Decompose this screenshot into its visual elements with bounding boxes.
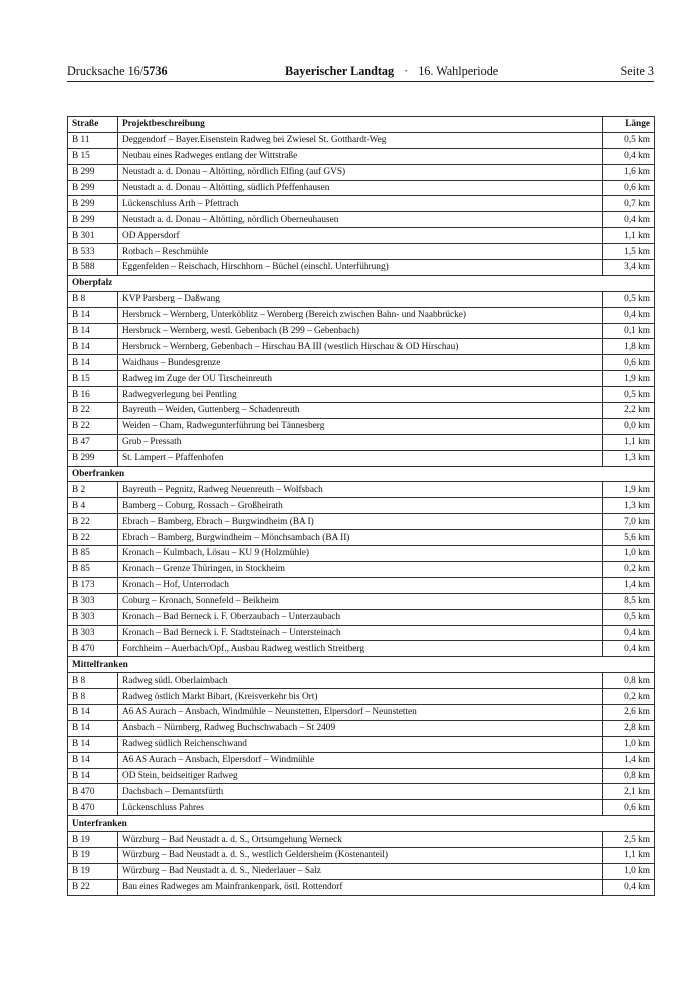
document-number: Drucksache 16/5736 xyxy=(67,64,168,78)
cell-description: Kronach – Grenze Thüringen, in Stockheim xyxy=(118,561,603,577)
table-row xyxy=(68,561,655,577)
cell-length: 0,6 km xyxy=(603,800,655,816)
cell-length: 2,1 km xyxy=(603,784,655,800)
cell-length: 0,8 km xyxy=(603,768,655,784)
table-row xyxy=(68,212,655,228)
cell-description: Bayreuth – Pegnitz, Radweg Neuenreuth – Wolfsbach xyxy=(118,482,603,498)
cell-street: B 173 xyxy=(68,577,118,593)
table-row xyxy=(68,148,655,164)
table-row xyxy=(68,879,655,895)
cell-street: B 299 xyxy=(68,164,118,180)
cell-length: 1,1 km xyxy=(603,434,655,450)
cell-length: 1,9 km xyxy=(603,482,655,498)
cell-description: Eggenfelden – Reischach, Hirschhorn – Büchel (einschl. Unterführung) xyxy=(118,260,603,276)
table-row xyxy=(68,641,655,657)
table-row xyxy=(68,387,655,403)
cell-length: 0,7 km xyxy=(603,196,655,212)
table-row xyxy=(68,720,655,736)
table-row xyxy=(68,847,655,863)
table-row xyxy=(68,355,655,371)
cell-street: B 303 xyxy=(68,609,118,625)
cell-description: Lückenschluss Pahres xyxy=(118,800,603,816)
cell-street: B 22 xyxy=(68,514,118,530)
cell-description: Ansbach – Nürnberg, Radweg Buchschwabach – St 2409 xyxy=(118,720,603,736)
cell-description: Radweg östlich Markt Bibart, (Kreisverkehr bis Ort) xyxy=(118,689,603,705)
cell-length: 0,4 km xyxy=(603,879,655,895)
cell-description: Dachsbach – Demantsfürth xyxy=(118,784,603,800)
table-row xyxy=(68,244,655,260)
page-number: Seite 3 xyxy=(620,64,654,78)
cell-street: B 85 xyxy=(68,546,118,562)
cell-description: Grub – Pressath xyxy=(118,434,603,450)
cell-street: B 85 xyxy=(68,561,118,577)
cell-street: B 22 xyxy=(68,418,118,434)
cell-length: 0,2 km xyxy=(603,561,655,577)
cell-length: 1,3 km xyxy=(603,450,655,466)
cell-length: 1,0 km xyxy=(603,736,655,752)
cell-street: B 588 xyxy=(68,260,118,276)
cell-description: Ebrach – Bamberg, Burgwindheim – Mönchsambach (BA II) xyxy=(118,530,603,546)
table-row xyxy=(68,307,655,323)
cell-description: Hersbruck – Wernberg, Gebenbach – Hirschau BA III (westlich Hirschau & OD Hirschau) xyxy=(118,339,603,355)
cell-description: Kronach – Bad Berneck i. F. Stadtsteinach – Untersteinach xyxy=(118,625,603,641)
cell-length: 0,5 km xyxy=(603,132,655,148)
cell-street: B 299 xyxy=(68,180,118,196)
cell-description: Radwegverlegung bei Pentling xyxy=(118,387,603,403)
table-row xyxy=(68,673,655,689)
cell-description: Neustadt a. d. Donau – Altötting, südlich Pfeffenhausen xyxy=(118,180,603,196)
cell-description: Rotbach – Reschmühle xyxy=(118,244,603,260)
table-body xyxy=(68,132,655,895)
cell-description: A6 AS Aurach – Ansbach, Windmühle – Neunstetten, Elpersdorf – Neunstetten xyxy=(118,704,603,720)
cell-length: 1,0 km xyxy=(603,863,655,879)
table-row xyxy=(68,403,655,419)
cell-street: B 470 xyxy=(68,641,118,657)
cell-street: B 14 xyxy=(68,736,118,752)
table-row xyxy=(68,418,655,434)
cell-length: 5,6 km xyxy=(603,530,655,546)
cell-description: Forchheim – Auerbach/Opf., Ausbau Radweg westlich Streitberg xyxy=(118,641,603,657)
cell-length: 1,1 km xyxy=(603,228,655,244)
cell-length: 0,5 km xyxy=(603,387,655,403)
table-header-row xyxy=(68,117,655,133)
cell-description: OD Stein, beidseitiger Radweg xyxy=(118,768,603,784)
cell-street: B 47 xyxy=(68,434,118,450)
table-row xyxy=(68,291,655,307)
cell-description: Hersbruck – Wernberg, westl. Gebenbach (B 299 – Gebenbach) xyxy=(118,323,603,339)
region-header-row xyxy=(68,466,655,482)
table-row xyxy=(68,832,655,848)
table-row xyxy=(68,593,655,609)
region-label: Oberpfalz xyxy=(68,275,655,291)
cell-street: B 22 xyxy=(68,403,118,419)
table-row xyxy=(68,863,655,879)
cell-street: B 16 xyxy=(68,387,118,403)
cell-description: A6 AS Aurach – Ansbach, Elpersdorf – Windmühle xyxy=(118,752,603,768)
cell-street: B 14 xyxy=(68,768,118,784)
cell-length: 0,0 km xyxy=(603,418,655,434)
cell-length: 1,6 km xyxy=(603,164,655,180)
cell-length: 0,6 km xyxy=(603,355,655,371)
table-row xyxy=(68,228,655,244)
cell-description: Deggendorf – Bayer.Eisenstein Radweg bei Zwiesel St. Gotthardt-Weg xyxy=(118,132,603,148)
cell-description: Neubau eines Radweges entlang der Wittstraße xyxy=(118,148,603,164)
cell-street: B 22 xyxy=(68,530,118,546)
table-row xyxy=(68,546,655,562)
cell-description: Radweg im Zuge der OU Tirscheinreuth xyxy=(118,371,603,387)
region-header-row xyxy=(68,816,655,832)
cell-description: Würzburg – Bad Neustadt a. d. S., westlich Geldersheim (Kostenanteil) xyxy=(118,847,603,863)
cell-length: 2,2 km xyxy=(603,403,655,419)
cell-street: B 19 xyxy=(68,847,118,863)
cell-length: 0,8 km xyxy=(603,673,655,689)
cell-description: Weiden – Cham, Radwegunterführung bei Tännesberg xyxy=(118,418,603,434)
table-row xyxy=(68,514,655,530)
table-row xyxy=(68,323,655,339)
cell-description: Neustadt a. d. Donau – Altötting, nördlich Elfing (auf GVS) xyxy=(118,164,603,180)
table-row xyxy=(68,450,655,466)
cell-street: B 14 xyxy=(68,323,118,339)
cell-street: B 19 xyxy=(68,863,118,879)
cell-description: Radweg südlich Reichenschwand xyxy=(118,736,603,752)
cell-street: B 14 xyxy=(68,307,118,323)
table-row xyxy=(68,768,655,784)
cell-length: 0,5 km xyxy=(603,291,655,307)
table-row xyxy=(68,577,655,593)
cell-length: 0,4 km xyxy=(603,148,655,164)
cell-description: Hersbruck – Wernberg, Unterköblitz – Wernberg (Bereich zwischen Bahn- und Naabbrücke) xyxy=(118,307,603,323)
page-header xyxy=(67,63,654,82)
cell-street: B 14 xyxy=(68,355,118,371)
table-row xyxy=(68,625,655,641)
cell-description: Lückenschluss Arth – Pfettrach xyxy=(118,196,603,212)
cell-street: B 22 xyxy=(68,879,118,895)
column-header-description: Projektbeschreibung xyxy=(118,117,603,133)
cell-street: B 19 xyxy=(68,832,118,848)
cell-length: 3,4 km xyxy=(603,260,655,276)
cell-street: B 15 xyxy=(68,148,118,164)
cell-length: 1,8 km xyxy=(603,339,655,355)
table-row xyxy=(68,371,655,387)
cell-street: B 301 xyxy=(68,228,118,244)
cell-description: OD Appersdorf xyxy=(118,228,603,244)
cell-description: KVP Parsberg – Daßwang xyxy=(118,291,603,307)
cell-length: 1,0 km xyxy=(603,546,655,562)
table-row xyxy=(68,498,655,514)
cell-description: Würzburg – Bad Neustadt a. d. S., Ortsumgehung Werneck xyxy=(118,832,603,848)
cell-description: Radweg südl. Oberlaimbach xyxy=(118,673,603,689)
cell-street: B 2 xyxy=(68,482,118,498)
cell-length: 2,6 km xyxy=(603,704,655,720)
table-row xyxy=(68,132,655,148)
region-header-row xyxy=(68,275,655,291)
table-row xyxy=(68,704,655,720)
region-label: Mittelfranken xyxy=(68,657,655,673)
table-row xyxy=(68,784,655,800)
cell-street: B 8 xyxy=(68,673,118,689)
cell-description: Coburg – Kronach, Sonnefeld – Beikheim xyxy=(118,593,603,609)
column-header-street: Straße xyxy=(68,117,118,133)
table-row xyxy=(68,736,655,752)
cell-length: 2,8 km xyxy=(603,720,655,736)
cell-street: B 15 xyxy=(68,371,118,387)
cell-street: B 299 xyxy=(68,450,118,466)
cell-description: Bayreuth – Weiden, Guttenberg – Schadenreuth xyxy=(118,403,603,419)
table-row xyxy=(68,530,655,546)
cell-street: B 14 xyxy=(68,704,118,720)
cell-length: 0,1 km xyxy=(603,323,655,339)
cell-length: 0,4 km xyxy=(603,625,655,641)
table-row xyxy=(68,752,655,768)
column-header-length: Länge xyxy=(603,117,655,133)
cell-street: B 303 xyxy=(68,625,118,641)
cell-street: B 470 xyxy=(68,800,118,816)
cell-street: B 14 xyxy=(68,752,118,768)
cell-length: 0,6 km xyxy=(603,180,655,196)
cell-length: 0,4 km xyxy=(603,307,655,323)
cell-street: B 299 xyxy=(68,212,118,228)
region-label: Oberfranken xyxy=(68,466,655,482)
cell-description: Ebrach – Bamberg, Ebrach – Burgwindheim (BA I) xyxy=(118,514,603,530)
cell-length: 1,4 km xyxy=(603,577,655,593)
cell-length: 7,0 km xyxy=(603,514,655,530)
cell-length: 1,1 km xyxy=(603,847,655,863)
cell-description: Neustadt a. d. Donau – Altötting, nördlich Oberneuhausen xyxy=(118,212,603,228)
cell-street: B 8 xyxy=(68,291,118,307)
cell-street: B 14 xyxy=(68,720,118,736)
cell-street: B 303 xyxy=(68,593,118,609)
cell-length: 0,4 km xyxy=(603,212,655,228)
cell-length: 0,2 km xyxy=(603,689,655,705)
cell-street: B 11 xyxy=(68,132,118,148)
cell-description: Bamberg – Coburg, Rossach – Großheirath xyxy=(118,498,603,514)
table-row xyxy=(68,434,655,450)
cell-length: 1,4 km xyxy=(603,752,655,768)
table-row xyxy=(68,164,655,180)
cell-street: B 4 xyxy=(68,498,118,514)
cell-length: 0,5 km xyxy=(603,609,655,625)
cell-description: Kronach – Hof, Unterrodach xyxy=(118,577,603,593)
cell-street: B 8 xyxy=(68,689,118,705)
table-row xyxy=(68,609,655,625)
cell-street: B 533 xyxy=(68,244,118,260)
cell-length: 8,5 km xyxy=(603,593,655,609)
cell-length: 1,3 km xyxy=(603,498,655,514)
cell-street: B 470 xyxy=(68,784,118,800)
cell-description: St. Lampert – Pfaffenhofen xyxy=(118,450,603,466)
table-row xyxy=(68,339,655,355)
cell-length: 0,4 km xyxy=(603,641,655,657)
cell-length: 1,5 km xyxy=(603,244,655,260)
cell-description: Würzburg – Bad Neustadt a. d. S., Niederlauer – Salz xyxy=(118,863,603,879)
table-row xyxy=(68,800,655,816)
cell-length: 1,9 km xyxy=(603,371,655,387)
cell-street: B 14 xyxy=(68,339,118,355)
table-row xyxy=(68,180,655,196)
table-row xyxy=(68,689,655,705)
cell-description: Bau eines Radweges am Mainfrankenpark, östl. Rottendorf xyxy=(118,879,603,895)
table-row xyxy=(68,482,655,498)
table-row xyxy=(68,196,655,212)
cell-street: B 299 xyxy=(68,196,118,212)
cell-length: 2,5 km xyxy=(603,832,655,848)
project-table xyxy=(67,116,655,896)
header-title: Bayerischer Landtag · 16. Wahlperiode xyxy=(285,64,499,78)
region-header-row xyxy=(68,657,655,673)
table-row xyxy=(68,260,655,276)
region-label: Unterfranken xyxy=(68,816,655,832)
cell-description: Kronach – Kulmbach, Lösau – KU 9 (Holzmühle) xyxy=(118,546,603,562)
cell-description: Waidhaus – Bundesgrenze xyxy=(118,355,603,371)
cell-description: Kronach – Bad Berneck i. F. Oberzaubach – Unterzaubach xyxy=(118,609,603,625)
